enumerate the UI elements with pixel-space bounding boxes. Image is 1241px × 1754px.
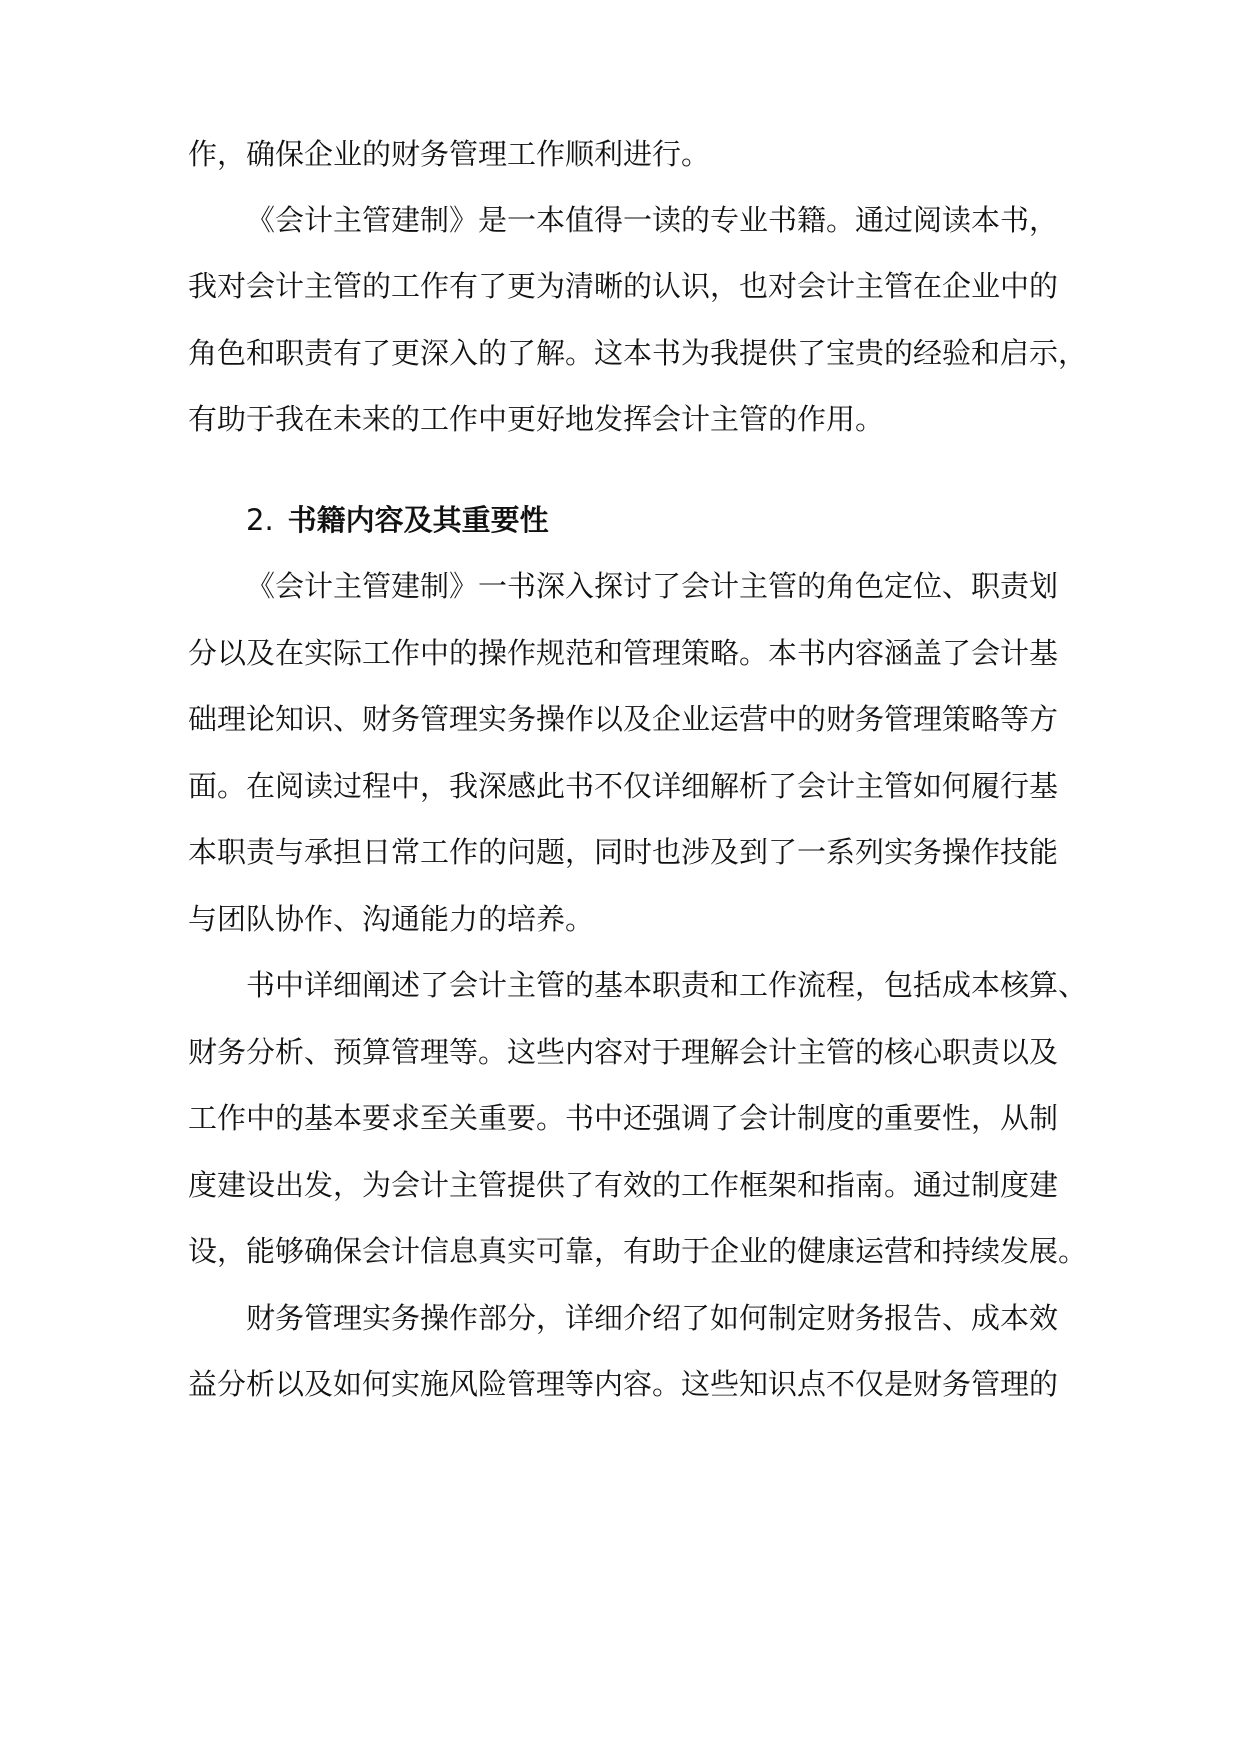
paragraph-line: 我对会计主管的工作有了更为清晰的认识，也对会计主管在企业中的 bbox=[188, 269, 1059, 303]
paragraph-line: 书中详细阐述了会计主管的基本职责和工作流程，包括成本核算、 bbox=[246, 968, 1088, 1002]
paragraph-line: 《会计主管建制》一书深入探讨了会计主管的角色定位、职责划 bbox=[246, 569, 1059, 603]
paragraph-line: 分以及在实际工作中的操作规范和管理策略。本书内容涵盖了会计基 bbox=[188, 636, 1059, 670]
paragraph-line: 本职责与承担日常工作的问题，同时也涉及到了一系列实务操作技能 bbox=[188, 835, 1059, 869]
paragraph-line: 础理论知识、财务管理实务操作以及企业运营中的财务管理策略等方 bbox=[188, 702, 1059, 736]
section-title: 书籍内容及其重要性 bbox=[287, 503, 549, 537]
paragraph-line: 有助于我在未来的工作中更好地发挥会计主管的作用。 bbox=[188, 402, 885, 436]
paragraph-line: 角色和职责有了更深入的了解。这本书为我提供了宝贵的经验和启示， bbox=[188, 336, 1088, 370]
paragraph-line: 工作中的基本要求至关重要。书中还强调了会计制度的重要性，从制 bbox=[188, 1101, 1059, 1135]
paragraph-line: 设，能够确保会计信息真实可靠，有助于企业的健康运营和持续发展。 bbox=[188, 1234, 1088, 1268]
section-number: 2. bbox=[246, 503, 274, 537]
paragraph-line: 度建设出发，为会计主管提供了有效的工作框架和指南。通过制度建 bbox=[188, 1168, 1059, 1202]
paragraph-line: 财务分析、预算管理等。这些内容对于理解会计主管的核心职责以及 bbox=[188, 1035, 1059, 1069]
paragraph-line: 作，确保企业的财务管理工作顺利进行。 bbox=[188, 137, 711, 171]
section-heading bbox=[246, 500, 549, 540]
paragraph-line: 面。在阅读过程中，我深感此书不仅详细解析了会计主管如何履行基 bbox=[188, 769, 1059, 803]
paragraph-line: 财务管理实务操作部分，详细介绍了如何制定财务报告、成本效 bbox=[246, 1301, 1059, 1335]
paragraph-line: 与团队协作、沟通能力的培养。 bbox=[188, 902, 595, 936]
paragraph-line: 《会计主管建制》是一本值得一读的专业书籍。通过阅读本书， bbox=[246, 203, 1059, 237]
paragraph-line: 益分析以及如何实施风险管理等内容。这些知识点不仅是财务管理的 bbox=[188, 1367, 1059, 1401]
